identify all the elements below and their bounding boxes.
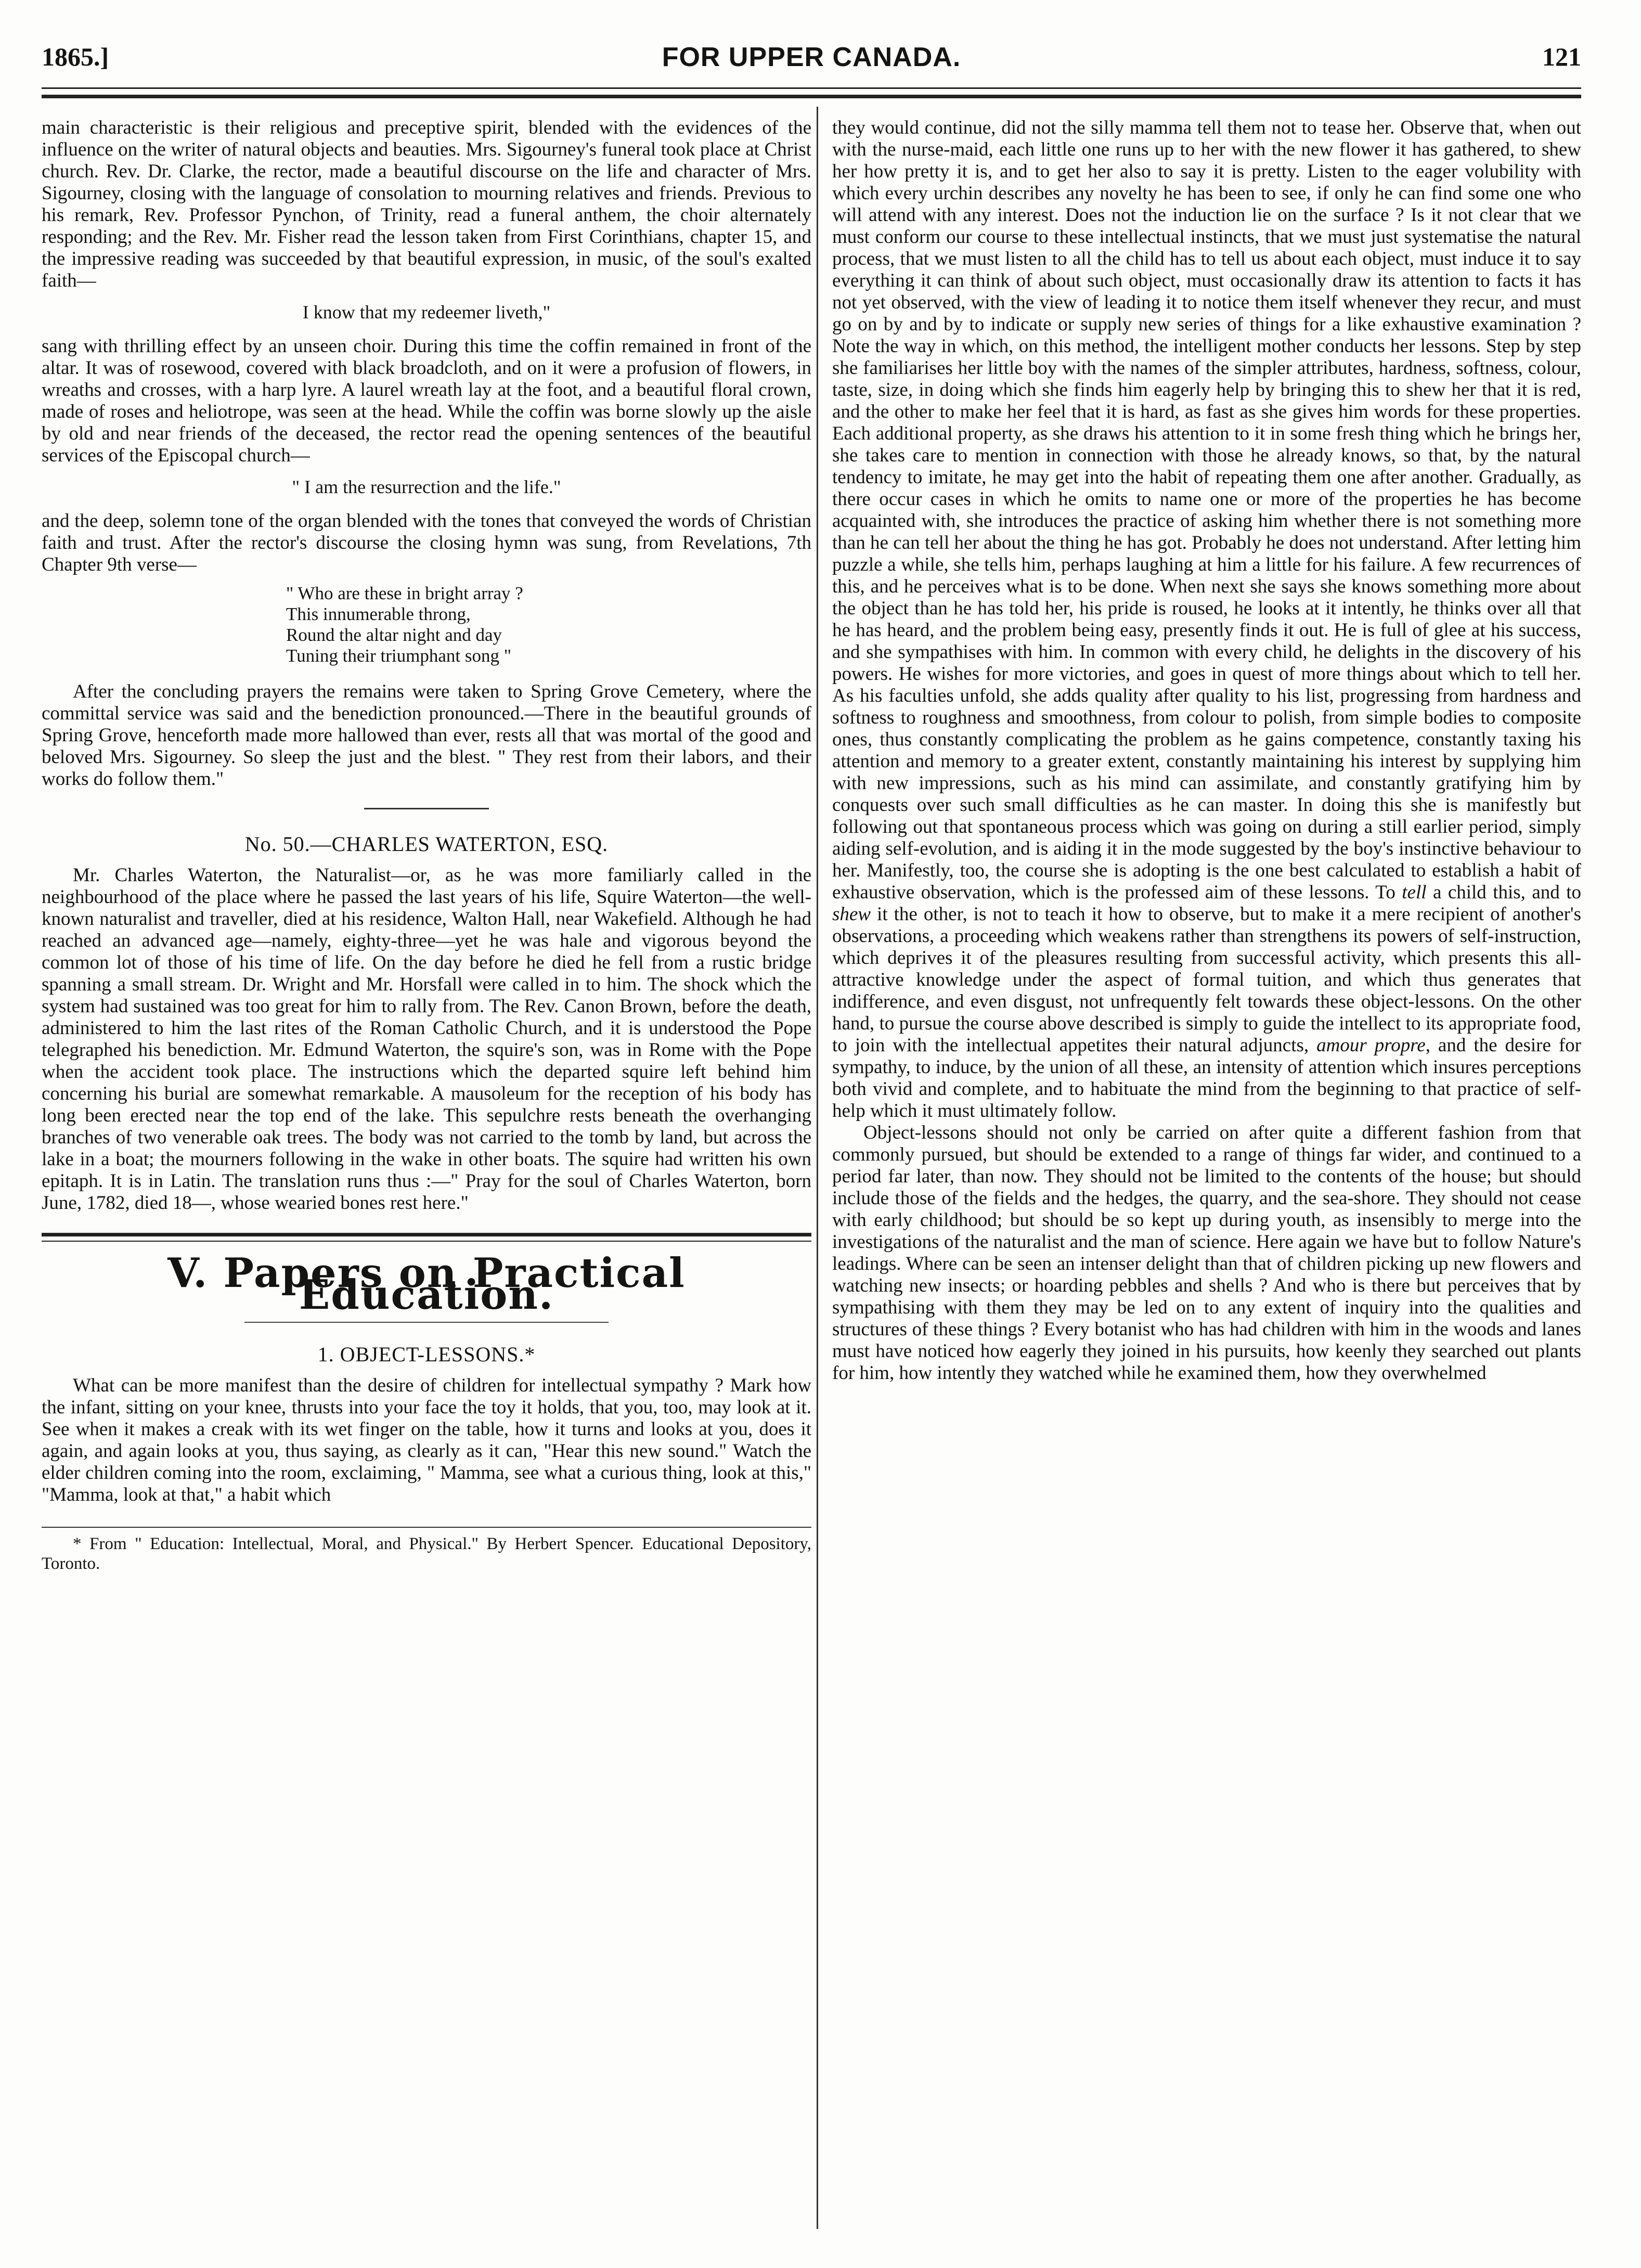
object-lessons-paragraph-2 bbox=[832, 117, 1581, 1122]
object-lessons-paragraph-3: Object-lessons should not only be carried on after quite a different fashion from that commonly pursued, but should be extended to a range of things far wider, and continued to a period far later, than now. They should not be limited to the contents of the house; but should include those of the fields and the hedges, the quarry, and the sea-shore. They should not cease with early childhood; but should be so kept up during youth, as insensibly to merge into the investigations of the naturalist and the man of science. Here again we have but to follow Nature's leadings. Where can be seen an intenser delight than that of children picking up new flowers and watching new insects; or hoarding pebbles and shells ? And who is there but perceives that by sympathising with them they may be led on to any extent of inquiry into the qualities and structures of these things ? Every botanist who has had children with him in the woods and lanes must have noticed how eagerly they joined in his pursuits, how keenly they searched out plants for him, how intently they watched while he examined them, how they overwhelmed bbox=[832, 1122, 1581, 1384]
header-rule-thick bbox=[42, 95, 1581, 98]
sigourney-paragraph-4: After the concluding prayers the remains were taken to Spring Grove Cemetery, where the committal service was said and the benediction pronounced.—There in the beautiful grounds of Spring Grove, henceforth made more hallowed than ever, rests all that was mortal of the good and beloved Mrs. Sigourney. So sleep the just and the blest. " They rest from their labors, and their works do follow them." bbox=[42, 681, 811, 790]
sigourney-paragraph-2: sang with thrilling effect by an unseen choir. During this time the coffin remained in front of the altar. It was of rosewood, covered with black broadcloth, and on it were a profusion of flowers, in wreaths and crosses, with a harp lyre. A laurel wreath lay at the foot, and a beautiful floral crown, made of roses and heliotrope, was seen at the head. While the coffin was borne slowly up the aisle by old and near friends of the deceased, the rector read the opening sentences of the beautiful services of the Episcopal church— bbox=[42, 336, 811, 466]
left-column bbox=[42, 117, 811, 1574]
text-run: they would continue, did not the silly mamma tell them not to tease her. Observe that, when out with the nurse-maid, each little one runs up to her with the new flower it has gathered, to shew her how pretty it is, and to get her also to say it is pretty. Listen to the eager volubility with which every urchin describes any novelty he has been to see, if only he can find some one who will attend with any interest. Does not the induction lie on the surface ? Is it not clear that we must conform our course to these intellectual instincts, that we must just systematise the natural process, that we must listen to all the child has to tell us about each object, must induce it to say everything it can think of about such object, must occasionally draw its attention to facts it has not yet observed, with the view of leading it to notice them itself whenever they recur, and must go on by and by to indicate or supply new series of things for a like exhaustive examination ? Note the way in which, on this method, the intelligent mother conducts her lessons. Step by step she familiarises her little boy with the names of the simpler attributes, hardness, softness, colour, taste, size, in doing which she finds him eagerly help by bringing this to shew her that it is red, and the other to make her feel that it is hard, as fast as she gives him words for these properties. Each additional property, as she draws his attention to it in some fresh thing which he brings her, she takes care to mention in connection with those he already knows, so that, by the natural tendency to imitate, he may get into the habit of repeating them one after another. Gradually, as there occur cases in which he omits to name one or more of the properties he has become acquainted with, she introduces the practice of asking him whether there is not something more than he can tell her about the thing he has got. Probably he does not understand. After letting him puzzle a while, she tells him, perhaps laughing at him a little for his failure. A few recurrences of this, and he perceives what is to be done. When next she says she knows something more about the object than he has told her, his pride is roused, he looks at it intently, he thinks over all that he has heard, and the problem being easy, presently finds it out. He is full of glee at his success, and she sympathises with him. In common with every child, he delights in the discovery of his powers. He wishes for more victories, and goes in quest of more things about which to tell her. As his faculties unfold, she adds quality after quality to his list, progressing from hardness and softness to roughness and smoothness, from colour to polish, from simple bodies to composite ones, thus constantly complicating the problem as he gains competence, constantly taxing his attention and memory to a greater extent, constantly maintaining his interest by supplying him with new impressions, such as his mind can assimilate, and constantly gratifying him by conquests over such small difficulties as he can master. In doing this she is manifestly but following out that spontaneous process which was going on during a still earlier period, simply aiding self-evolution, and is aiding it in the mode suggested by the boy's instinctive behaviour to her. Manifestly, too, the course she is adopting is the one best calculated to establish a habit of exhaustive observation, which is the professed aim of these lessons. To bbox=[832, 117, 1581, 903]
section-heading: V. Papers on Practical Education. bbox=[167, 1249, 686, 1319]
footnote-rule bbox=[42, 1527, 811, 1528]
quote-resurrection: " I am the resurrection and the life." bbox=[292, 476, 561, 497]
section-rule-thin bbox=[42, 1241, 811, 1242]
italic-tell: tell bbox=[1402, 882, 1427, 903]
running-head bbox=[42, 42, 1581, 83]
waterton-paragraph: Mr. Charles Waterton, the Naturalist—or, as he was more familiarly called in the neighbourhood of the place where he passed the last years of his life, Squire Waterton—the well-known naturalist and traveller, died at his residence, Walton Hall, near Wakefield. Although he had reached an advanced age—namely, eighty-three—yet he was hale and vigorous beyond the common lot of those of his time of life. On the day before he died he fell from a rustic bridge spanning a small stream. Dr. Wright and Mr. Horsfall were called in to him. The shock which the system had sustained was too great for him to rally from. The Rev. Canon Brown, before the death, administered to him the last rites of the Roman Catholic Church, and it is understood the Pope telegraphed his benediction. Mr. Edmund Waterton, the squire's son, was in Rome with the Pope when the accident took place. The instructions which the departed squire left behind him concerning his burial are somewhat remarkable. A mausoleum for the reception of his body has long been erected near the top end of the lake. This sepulchre rests beneath the overhanging branches of two venerable oak trees. The body was not carried to the tomb by land, but across the lake in a boat; the mourners following in the wake in other boats. The squire had written his own epitaph. It is in Latin. The translation runs thus :—" Pray for the soul of Charles Waterton, born June, 1782, died 18—, whose wearied bones rest here." bbox=[42, 865, 811, 1214]
text-run: it the other, is not to teach it how to observe, but to make it a mere recipient of another's observations, a proceeding which weakens rather than strengthens its powers of self-instruction, which deprives it of the pleasures resulting from successful activity, which presents this all-attractive knowledge under the aspect of formal tuition, and which thus generates that indifference, and even disgust, not unfrequently felt towards these object-lessons. On the other hand, to pursue the course above described is simply to guide the intellect to its appropriate food, to join with the intellectual appetites their natural adjuncts, bbox=[832, 904, 1581, 1056]
header-title: FOR UPPER CANADA. bbox=[662, 42, 961, 72]
waterton-title: No. 50.—CHARLES WATERTON, ESQ. bbox=[244, 832, 609, 856]
article-separator bbox=[364, 808, 489, 809]
sigourney-paragraph-1: main characteristic is their religious and preceptive spirit, blended with the evidences of the influence on the writer of natural objects and beauties. Mrs. Sigourney's funeral took place at Christ church. Rev. Dr. Clarke, the rector, made a beautiful discourse on the life and character of Mrs. Sigourney, closing with the language of consolation to mourning relatives and friends. Previous to his remark, Rev. Professor Pynchon, of Trinity, read a funeral anthem, the choir alternately responding; and the Rev. Mr. Fisher read the lesson taken from First Corinthians, chapter 15, and the impressive reading was succeeded by that beautiful expression, in music, of the soul's exalted faith— bbox=[42, 117, 811, 291]
section-rule-thick bbox=[42, 1233, 811, 1236]
verse-line: " Who are these in bright array ? bbox=[286, 583, 523, 603]
object-lessons-paragraph-1: What can be more manifest than the desire of children for intellectual sympathy ? Mark how the infant, sitting on your knee, thrusts into your face the toy it holds, that you, too, may look at it. See when it makes a creak with its wet finger on the table, how it turns and looks at you, does it again, and again looks at you, thus saying, as clearly as it can, "Hear this new sound." Watch the elder children coming into the room, exclaiming, " Mamma, see what a curious thing, look at this," "Mamma, look at that," a habit which bbox=[42, 1375, 811, 1505]
section-underline bbox=[244, 1322, 609, 1323]
sigourney-paragraph-3: and the deep, solemn tone of the organ blended with the tones that conveyed the words of Christian faith and trust. After the rector's discourse the closing hymn was sung, from Revelations, 7th Chapter 9th verse— bbox=[42, 510, 811, 575]
verse-line: Round the altar night and day bbox=[286, 625, 502, 645]
italic-amour-propre: amour propre bbox=[1316, 1035, 1426, 1056]
hymn-verse bbox=[286, 583, 811, 666]
verse-line: Tuning their triumphant song " bbox=[286, 646, 512, 666]
quote-redeemer: I know that my redeemer liveth," bbox=[302, 302, 551, 323]
italic-shew: shew bbox=[832, 904, 871, 925]
text-run: , and the desire for sympathy, to induce, by the union of all these, an intensity of attention which insures perceptions both vivid and complete, and to habituate the mind from the beginning to that practice of self-help which it must ultimately follow. bbox=[832, 1035, 1581, 1122]
header-rule-thin bbox=[42, 87, 1581, 89]
column-divider bbox=[817, 107, 818, 2229]
text-run: a child this, and to bbox=[1426, 882, 1581, 903]
object-lessons-title: 1. OBJECT-LESSONS.* bbox=[317, 1343, 536, 1366]
footnote: * From " Education: Intellectual, Moral, and Physical." By Herbert Spencer. Educational Depository, Toronto. bbox=[42, 1535, 811, 1573]
right-column bbox=[832, 117, 1581, 1384]
verse-line: This innumerable throng, bbox=[286, 604, 471, 624]
page-number: 121 bbox=[1542, 42, 1581, 71]
header-year: 1865.] bbox=[42, 42, 109, 71]
